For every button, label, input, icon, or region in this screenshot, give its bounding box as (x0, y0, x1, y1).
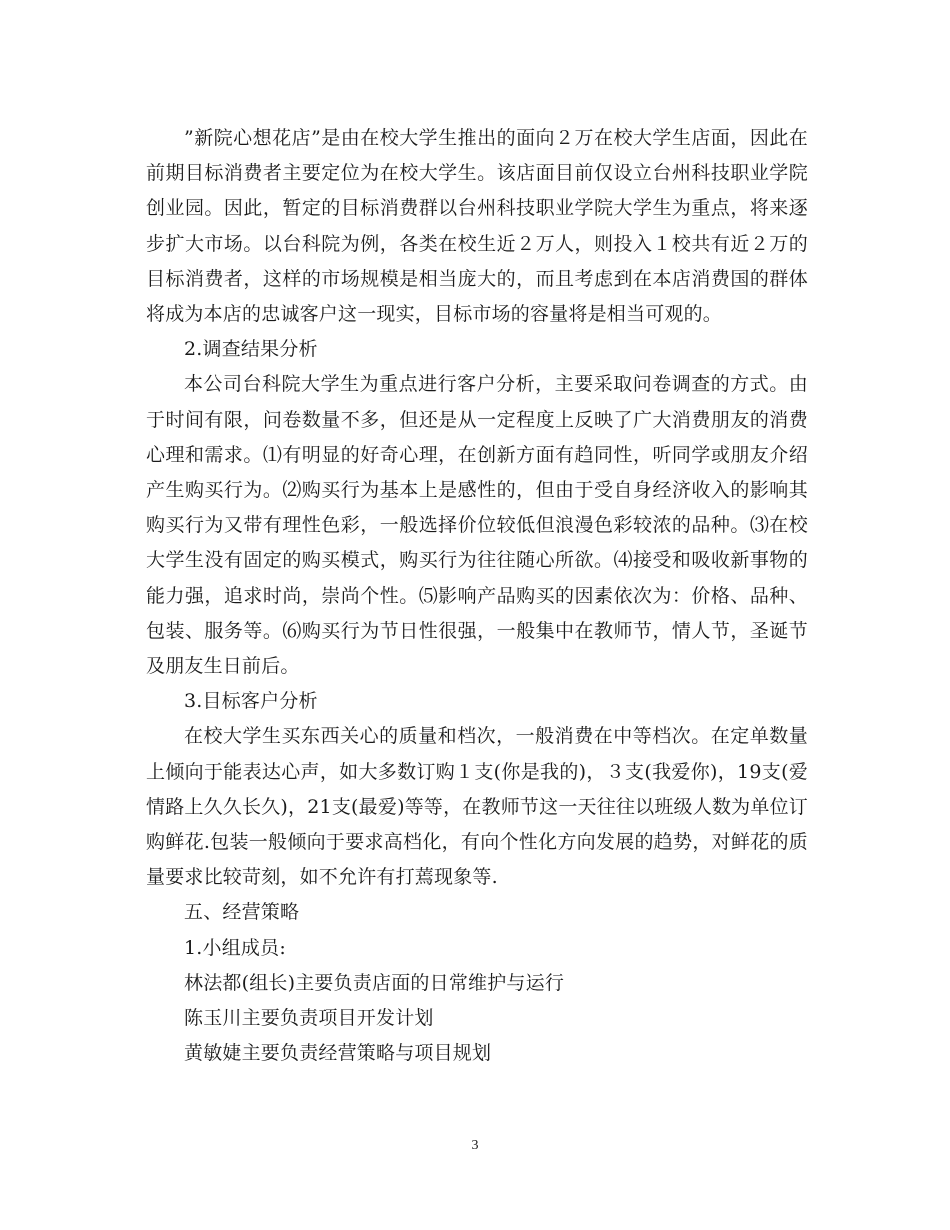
heading-target-customers: 3.目标客户分析 (184, 690, 318, 713)
team-member-2: 陈玉川主要负责项目开发计划 (184, 1007, 434, 1030)
team-member-3: 黄敏婕主要负责经营策略与项目规划 (184, 1042, 492, 1065)
paragraph-target-customers: 在校大学生买东西关心的质量和档次，一般消费在中等档次。在定单数量上倾向于能表达心声，如大多数订购１支(你是我的)，３支(我爱你)，19支(爱情路上久久长久)，21支(最爱)等等，在教师节这一天往往以班级人数为单位订购鲜花.包装一般倾向于要求高档化，有向个性化方向发展的趋势，对鲜花的质量要求比较苛刻，如不允许有打蔫现象等. (146, 725, 808, 889)
team-member-1: 林法都(组长)主要负责店面的日常维护与运行 (184, 971, 565, 994)
document-body (146, 121, 808, 1071)
paragraph-survey-results: 本公司台科院大学生为重点进行客户分析，主要采取问卷调查的方式。由于时间有限，问卷数量不多，但还是从一定程度上反映了广大消费朋友的消费心理和需求。⑴有明显的好奇心理，在创新方面有趋同性，听同学或朋友介绍产生购买行为。⑵购买行为基本上是感性的，但由于受自身经济收入的影响其购买行为又带有理性色彩，一般选择价位较低但浪漫色彩较浓的品种。⑶在校大学生没有固定的购买模式，购买行为往往随心所欲。⑷接受和吸收新事物的能力强，追求时尚，崇尚个性。⑸影响产品购买的因素依次为：价格、品种、包装、服务等。⑹购买行为节日性很强，一般集中在教师节，情人节，圣诞节及朋友生日前后。 (146, 373, 808, 678)
page-number: 3 (471, 1138, 479, 1153)
heading-team-members: 1.小组成员: (184, 936, 286, 959)
heading-survey-results: 2.调查结果分析 (184, 338, 318, 361)
heading-business-strategy: 五、经营策略 (184, 901, 300, 924)
paragraph-target-market: ”新院心想花店”是由在校大学生推出的面向２万在校大学生店面，因此在前期目标消费者主要定位为在校大学生。该店面目前仅设立台州科技职业学院创业园。因此，暂定的目标消费群以台州科技职业学院大学生为重点，将来逐步扩大市场。以台科院为例，各类在校生近２万人，则投入１校共有近２万的目标消费者，这样的市场规模是相当庞大的，而且考虑到在本店消费国的群体将成为本店的忠诚客户这一现实，目标市场的容量将是相当可观的。 (146, 127, 808, 326)
